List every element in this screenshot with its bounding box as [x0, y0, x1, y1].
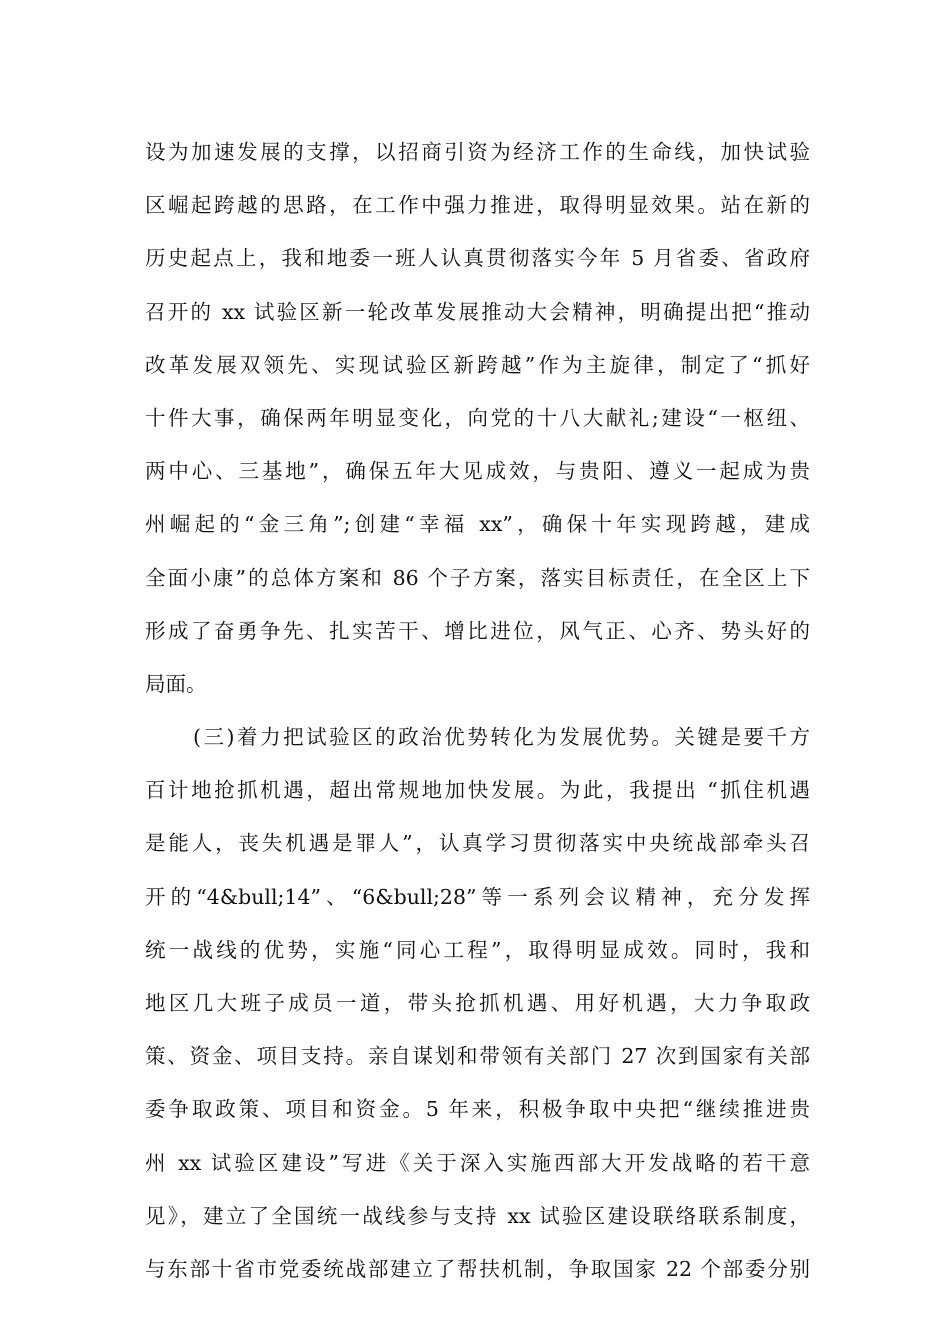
- section-heading-line: (三)着力把试验区的政治优势转化为发展优势。关键是要千方: [193, 725, 810, 750]
- text-line: 委争取政策、项目和资金。5 年来，积极争取中央把“继续推进贵: [145, 1097, 810, 1122]
- text-line: 百计地抢抓机遇，超出常规地加快发展。为此，我提出 “抓住机遇: [145, 778, 810, 803]
- text-line: 与东部十省市党委统战部建立了帮扶机制，争取国家 22 个部委分别: [145, 1256, 810, 1281]
- text-line: 召开的 xx 试验区新一轮改革发展推动大会精神，明确提出把“推动: [145, 299, 810, 324]
- text-line: 地区几大班子成员一道，带头抢抓机遇、用好机遇，大力争取政: [145, 991, 810, 1015]
- text-line: 见》，建立了全国统一战线参与支持 xx 试验区建设联络联系制度，: [145, 1203, 810, 1228]
- body-text: [145, 126, 810, 1296]
- text-line: 局面。: [145, 671, 207, 696]
- text-line: 历史起点上，我和地委一班人认真贯彻落实今年 5 月省委、省政府: [145, 246, 810, 271]
- text-line: 是能人，丧失机遇是罪人”，认真学习贯彻落实中央统战部牵头召: [145, 831, 810, 856]
- text-line: 区崛起跨越的思路，在工作中强力推进，取得明显效果。站在新的: [145, 193, 810, 218]
- text-line: 统一战线的优势，实施“同心工程”，取得明显成效。同时，我和: [145, 937, 810, 962]
- text-line: 十件大事，确保两年明显变化，向党的十八大献礼;建设“一枢纽、: [145, 405, 810, 430]
- text-line: 州崛起的“金三角”;创建“幸福 xx”，确保十年实现跨越，建成: [145, 512, 810, 537]
- text-line: 全面小康”的总体方案和 86 个子方案，落实目标责任，在全区上下: [145, 565, 810, 590]
- text-line: 州 xx 试验区建设”写进《关于深入实施西部大开发战略的若干意: [145, 1150, 810, 1175]
- text-line: 形成了奋勇争先、扎实苦干、增比进位，风气正、心齐、势头好的: [145, 618, 810, 643]
- text-line: 改革发展双领先、实现试验区新跨越”作为主旋律，制定了“抓好: [145, 352, 810, 377]
- text-line: 策、资金、项目支持。亲自谋划和带领有关部门 27 次到国家有关部: [145, 1044, 810, 1069]
- text-line: 两中心、三基地”，确保五年大见成效，与贵阳、遵义一起成为贵: [145, 459, 810, 484]
- text-line: 开的“4&bull;14”、“6&bull;28”等一系列会议精神，充分发挥: [145, 884, 810, 909]
- text-line: 设为加速发展的支撑，以招商引资为经济工作的生命线，加快试验: [145, 140, 810, 164]
